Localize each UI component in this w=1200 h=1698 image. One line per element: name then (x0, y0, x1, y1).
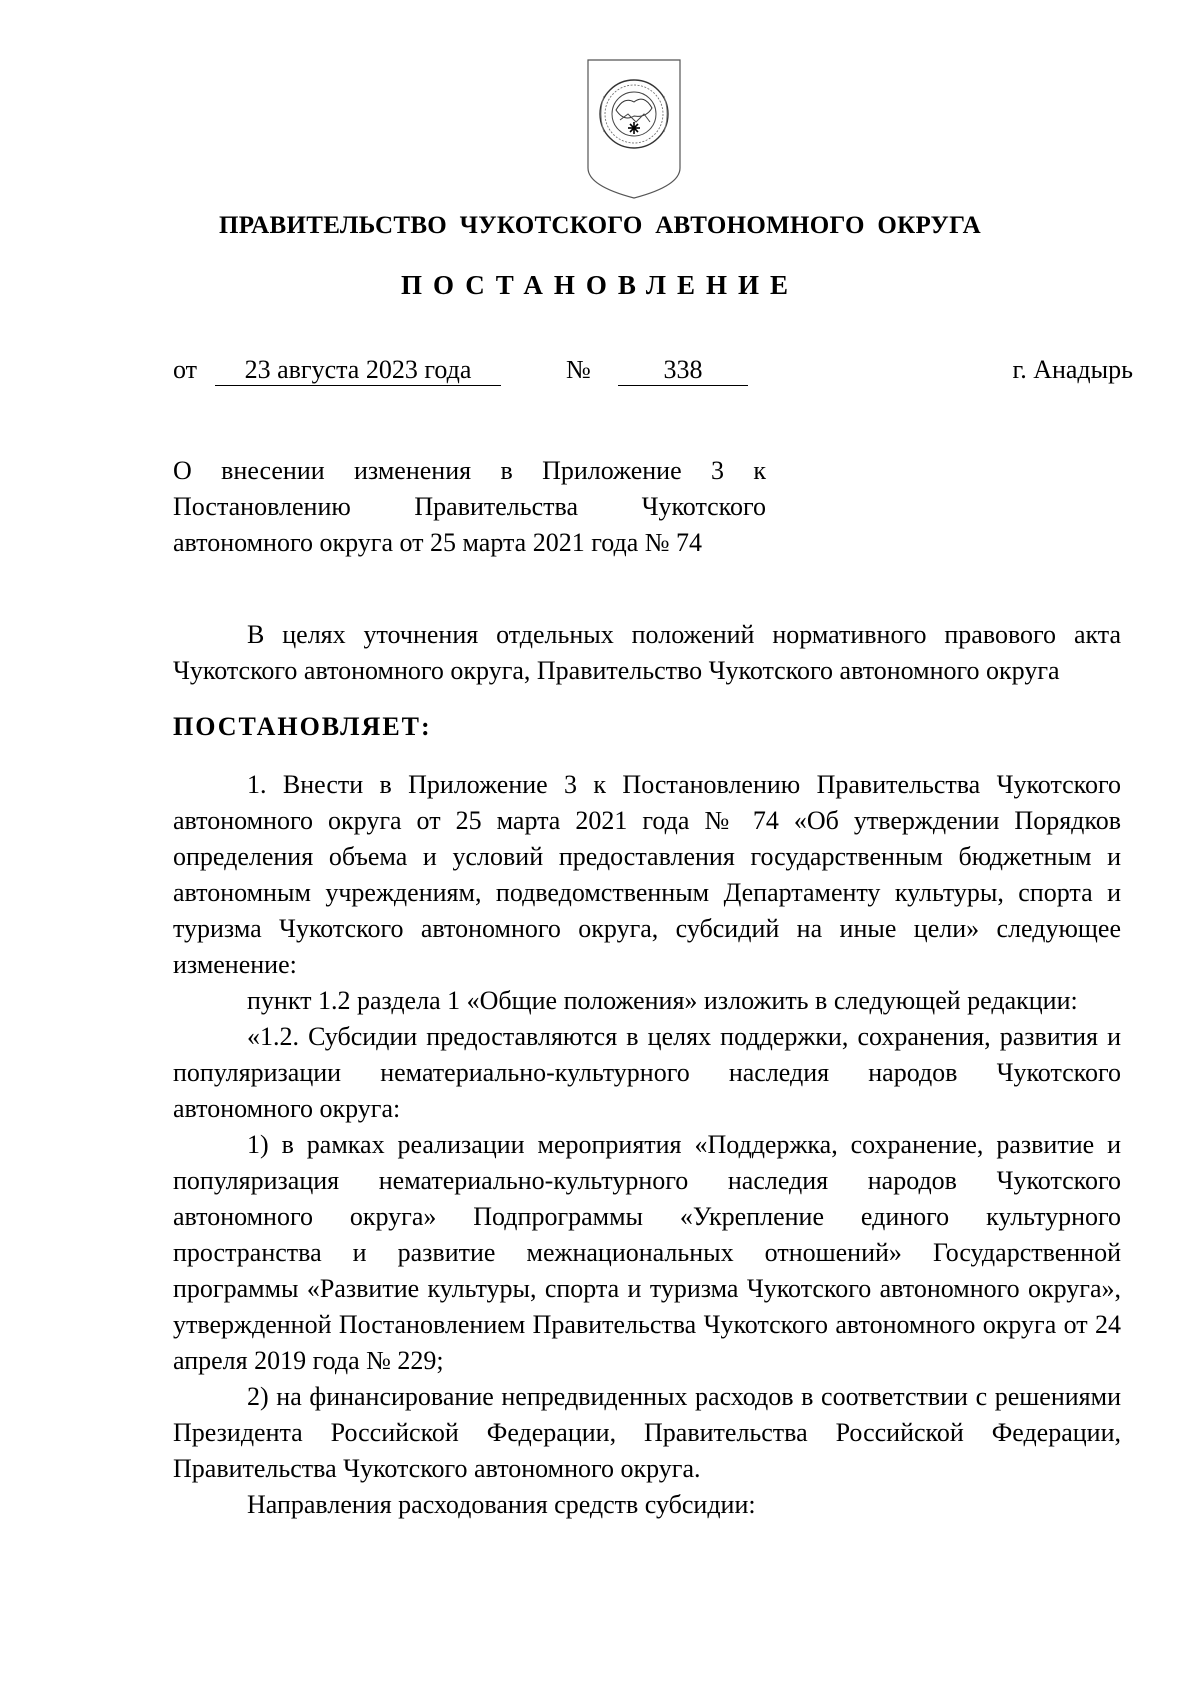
document-subject (173, 453, 766, 561)
subject-line: Постановлению Правительства Чукотского (173, 492, 766, 521)
subject-line: О внесении изменения в Приложение 3 к (173, 456, 766, 485)
preamble: В целях уточнения отдельных положений нормативного правового акта Чукотского автономного округа, Правительство Чукотского автономного округа (173, 620, 1121, 685)
body-paragraph: 1. Внести в Приложение 3 к Постановлению Правительства Чукотского автономного округа от 25 марта 2021 года № 74 «Об утверждении Порядков определения объема и условий предоставления государственным бюджетным и автономным учреждениям, подведомственным Департаменту культуры, спорта и туризма Чукотского автономного округа, субсидий на иные цели» следующее изменение: (173, 770, 1121, 979)
document-place: г. Анадырь (1012, 355, 1133, 384)
body-paragraph: «1.2. Субсидии предоставляются в целях поддержки, сохранения, развития и популяризации нематериально-культурного наследия народов Чукотского автономного округа: (173, 1022, 1121, 1123)
body-paragraph: 2) на финансирование непредвиденных расходов в соответствии с решениями Президента Российской Федерации, Правительства Российской Федерации, Правительства Чукотского автономного округа. (173, 1382, 1121, 1483)
from-label: от (173, 355, 198, 384)
number-label: № (566, 355, 591, 384)
coat-of-arms-icon (584, 56, 684, 202)
subject-line: автономного округа от 25 марта 2021 года № 74 (173, 528, 703, 557)
body-paragraph: 1) в рамках реализации мероприятия «Поддержка, сохранение, развитие и популяризация нематериально-культурного наследия народов Чукотского автономного округа» Подпрограммы «Укрепление единого культурного пространства и развитие межнациональных отношений» Государственной программы «Развитие культуры, спорта и туризма Чукотского автономного округа», утвержденной Постановлением Правительства Чукотского автономного округа от 24 апреля 2019 года № 229; (173, 1130, 1121, 1375)
government-name: ПРАВИТЕЛЬСТВО ЧУКОТСКОГО АВТОНОМНОГО ОКРУГА (219, 212, 981, 239)
decree-word: ПОСТАНОВЛЯЕТ: (173, 712, 432, 741)
document-type: ПОСТАНОВЛЕНИЕ (400, 270, 800, 300)
document-date: 23 августа 2023 года (215, 355, 501, 386)
document-number: 338 (618, 355, 748, 386)
document-body (173, 617, 1121, 1523)
body-paragraph: Направления расходования средств субсидии: (247, 1490, 756, 1519)
document-meta (173, 355, 1133, 391)
body-paragraph: пункт 1.2 раздела 1 «Общие положения» изложить в следующей редакции: (247, 986, 1078, 1015)
